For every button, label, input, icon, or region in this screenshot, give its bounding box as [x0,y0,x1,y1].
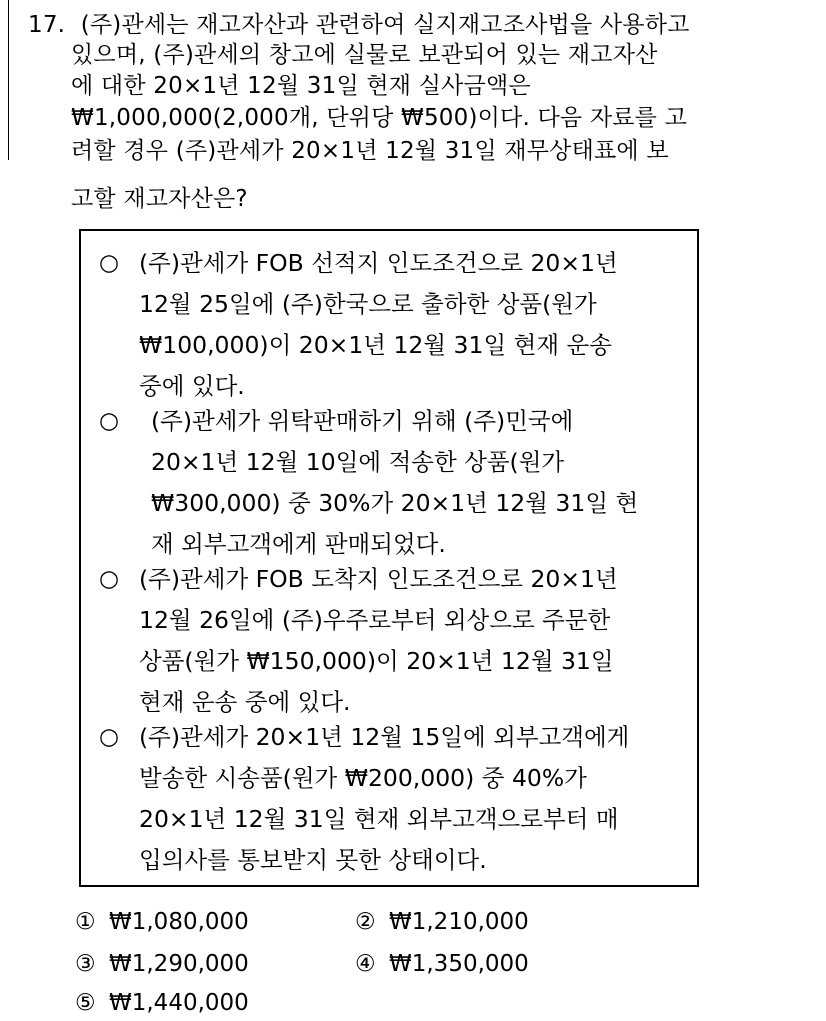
option-value: ₩1,350,000 [389,951,529,977]
bullet-icon: ○ [99,724,120,750]
question-text-line: (주)관세는 재고자산과 관련하여 실지재고조사법을 사용하고 [80,12,690,38]
item-line: (주)관세가 20×1년 12월 15일에 외부고객에게 [139,723,630,751]
item-text [151,401,681,565]
item-line: ₩300,000) 중 30%가 20×1년 12월 31일 현 [151,489,639,517]
option-marker: ② [355,909,376,935]
item-line: 재 외부고객에게 판매되었다. [151,530,446,558]
option-3[interactable] [75,949,249,979]
data-box [79,229,699,887]
item-line: (주)관세가 FOB 선적지 인도조건으로 20×1년 [139,249,618,277]
question-text-line: 고할 재고자산은? [71,186,248,212]
bullet-icon: ○ [99,566,120,592]
option-value: ₩1,290,000 [109,951,249,977]
option-value: ₩1,080,000 [109,909,249,935]
item-line: 상품(원가 ₩150,000)이 20×1년 12월 31일 [139,647,614,675]
item-line: 20×1년 12월 10일에 적송한 상품(원가 [151,448,565,476]
question-text-line: 려할 경우 (주)관세가 20×1년 12월 31일 재무상태표에 보 [71,138,669,164]
margin-rule [8,0,9,160]
item-line: 현재 운송 중에 있다. [139,688,351,716]
bullet-icon: ○ [99,250,120,276]
item-line: 중에 있다. [139,372,245,400]
item-text [139,717,679,881]
item-line: 12월 25일에 (주)한국으로 출하한 상품(원가 [139,290,597,318]
option-marker: ④ [355,951,376,977]
question-number: 17. [28,12,66,38]
question-text-line: 에 대한 20×1년 12월 31일 현재 실사금액은 [71,73,531,99]
option-2[interactable] [355,907,529,937]
item-line: 입의사를 통보받지 못한 상태이다. [139,846,487,874]
option-value: ₩1,210,000 [389,909,529,935]
item-line: 발송한 시송품(원가 ₩200,000) 중 40%가 [139,764,587,792]
option-4[interactable] [355,949,529,979]
question-line [28,10,690,40]
item-line: (주)관세가 FOB 도착지 인도조건으로 20×1년 [139,565,618,593]
item-text [139,559,679,723]
option-marker: ③ [75,951,96,977]
item-text [139,243,679,407]
option-marker: ⑤ [75,990,96,1016]
option-5[interactable] [75,988,249,1018]
option-1[interactable] [75,907,249,937]
question-text-line: 있으며, (주)관세의 창고에 실물로 보관되어 있는 재고자산 [71,42,658,68]
item-line: (주)관세가 위탁판매하기 위해 (주)민국에 [151,407,574,435]
item-line: 12월 26일에 (주)우주로부터 외상으로 주문한 [139,606,611,634]
option-value: ₩1,440,000 [109,990,249,1016]
question-text-line: ₩1,000,000(2,000개, 단위당 ₩500)이다. 다음 자료를 고 [71,105,688,131]
option-marker: ① [75,909,96,935]
item-line: 20×1년 12월 31일 현재 외부고객으로부터 매 [139,805,619,833]
item-line: ₩100,000)이 20×1년 12월 31일 현재 운송 [139,331,612,359]
bullet-icon: ○ [99,408,120,434]
